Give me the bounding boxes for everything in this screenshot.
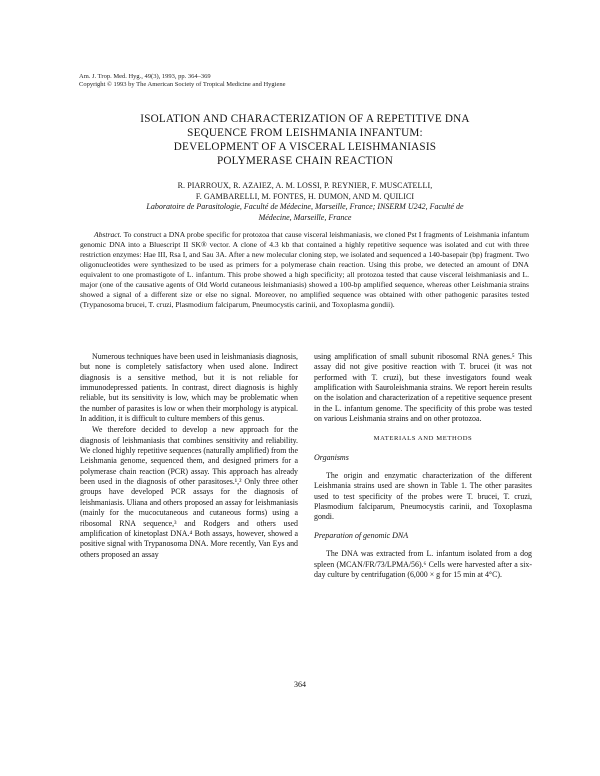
right-column: [314, 352, 532, 581]
affiliation: [80, 202, 530, 223]
left-column: [80, 352, 298, 561]
organisms-paragraph: The origin and enzymatic characterization of the different Leishmania strains used are shown in Table 1. The other parasites used to test specificity of the probes were T. brucei, T. cruzi, Plasmodium falciparum, Pneumocystis carinii, and Toxoplasma gondi.: [314, 471, 532, 522]
title-line-1: ISOLATION AND CHARACTERIZATION OF A REPETITIVE DNA: [140, 113, 470, 125]
journal-citation: [79, 73, 285, 89]
affiliation-line-1: Laboratoire de Parasitologie, Faculté de Médecine, Marseille, France; INSERM U242, Faculté de: [146, 202, 464, 211]
abstract-text: To construct a DNA probe specific for protozoa that cause visceral leishmaniasis, we cloned Pst I fragments of Leishmania infantum genomic DNA into a Bluescript II SK® vector. A clone of 4.3 kb that contained a highly repetitive sequence was isolated and cut with three restriction enzymes: Hae III, Rsa I, and Sau 3A. After a new molecular cloning step, we isolated and sequenced a 140-basepair (bp) fragment. Two oligonucleotides were synthesized to be used as primers for a polymerase chain reaction. Using this probe, we detected an amount of DNA equivalent to one promastigote of L. infantum. This probe showed a high specificity; all protozoa tested that cause visceral leishmaniasis and L. major (one of the causative agents of Old World cutaneous leishmaniasis) showed a 100-bp amplified sequence, whereas other Leishmania strains showed a signal of a different size or else no signal. Moreover, no amplified sequence was obtained with other pathogenic parasites tested (Trypanosoma brucei, T. cruzi, Plasmodium falciparum, Pneumocystis carinii, and Toxoplasma gondii).: [80, 230, 529, 309]
affiliation-line-2: Médecine, Marseille, France: [258, 212, 352, 222]
dna-paragraph: The DNA was extracted from L. infantum isolated from a dog spleen (MCAN/FR/73/LPMA/56).⁶ Cells were harvested after a six-day culture by centrifugation (6,000 × g for 15 min at 4°C).: [314, 549, 532, 579]
title-line-4: POLYMERASE CHAIN REACTION: [216, 155, 394, 167]
intro-paragraph-1: Numerous techniques have been used in leishmaniasis diagnosis, but none is completely satisfactory when used alone. Indirect diagnosis is a sensitive method, but it is not reliable for immunodepressed patients. In contrast, direct diagnosis is highly reliable, but its sensitivity is low, which may be problematic when the number of parasites is low or when their morphology is atypical. In addition, it is difficult to culture members of this genus.: [80, 352, 298, 424]
section-heading: MATERIALS AND METHODS: [373, 435, 473, 443]
subsection-heading-dna: Preparation of genomic DNA: [314, 530, 409, 540]
abstract-label: Abstract.: [94, 230, 122, 239]
title-line-3: DEVELOPMENT OF A VISCERAL LEISHMANIASIS: [173, 141, 437, 153]
abstract: [80, 230, 529, 310]
subsection-heading-organisms: Organisms: [314, 452, 349, 462]
title-line-2: SEQUENCE FROM LEISHMANIA INFANTUM:: [187, 127, 423, 139]
author-line-2: F. GAMBARELLI, M. FONTES, H. DUMON, AND M. QUILICI: [195, 191, 415, 201]
intro-paragraph-2: We therefore decided to develop a new approach for the diagnosis of leishmaniasis that combines sensitivity and reliability. We cloned highly repetitive sequences (naturally amplified) from the Leishmania genome, sequenced them, and designed primers for a polymerase chain reaction (PCR) assay. This approach has already been used in the diagnosis of other parasitoses.¹,² Only three other groups have developed PCR assays for the diagnosis of leishmaniasis. Uliana and others proposed an assay for leishmaniasis (mainly for the mucocutaneous and cutaneous forms) using a ribosomal RNA sequence,³ and Rodgers and others used amplification of kinetoplast DNA.⁴ Both assays, however, showed a positive signal with Trypanosoma DNA. More recently, Van Eys and others proposed an assay: [80, 425, 298, 559]
copyright-line: Copyright © 1993 by The American Society of Tropical Medicine and Hygiene: [79, 81, 286, 88]
author-list: [80, 181, 530, 202]
author-line-1: R. PIARROUX, R. AZAIEZ, A. M. LOSSI, P. REYNIER, F. MUSCATELLI,: [177, 181, 433, 190]
intro-paragraph-3: using amplification of small subunit ribosomal RNA genes.⁵ This assay did not give positive reaction with T. brucei (it was not performed with T. cruzi), but these investigators found weak amplification with Sauroleishmania strains. We report herein results on the isolation and characterization of a repetitive sequence present in the L. infantum genome. The specificity of this probe was tested on various Leishmania strains and on other protozoa.: [314, 352, 532, 424]
article-title: [90, 112, 520, 168]
journal-citation-line: Am. J. Trop. Med. Hyg., 49(3), 1993, pp. 364–369: [79, 73, 211, 80]
page-number: 364: [294, 680, 306, 689]
